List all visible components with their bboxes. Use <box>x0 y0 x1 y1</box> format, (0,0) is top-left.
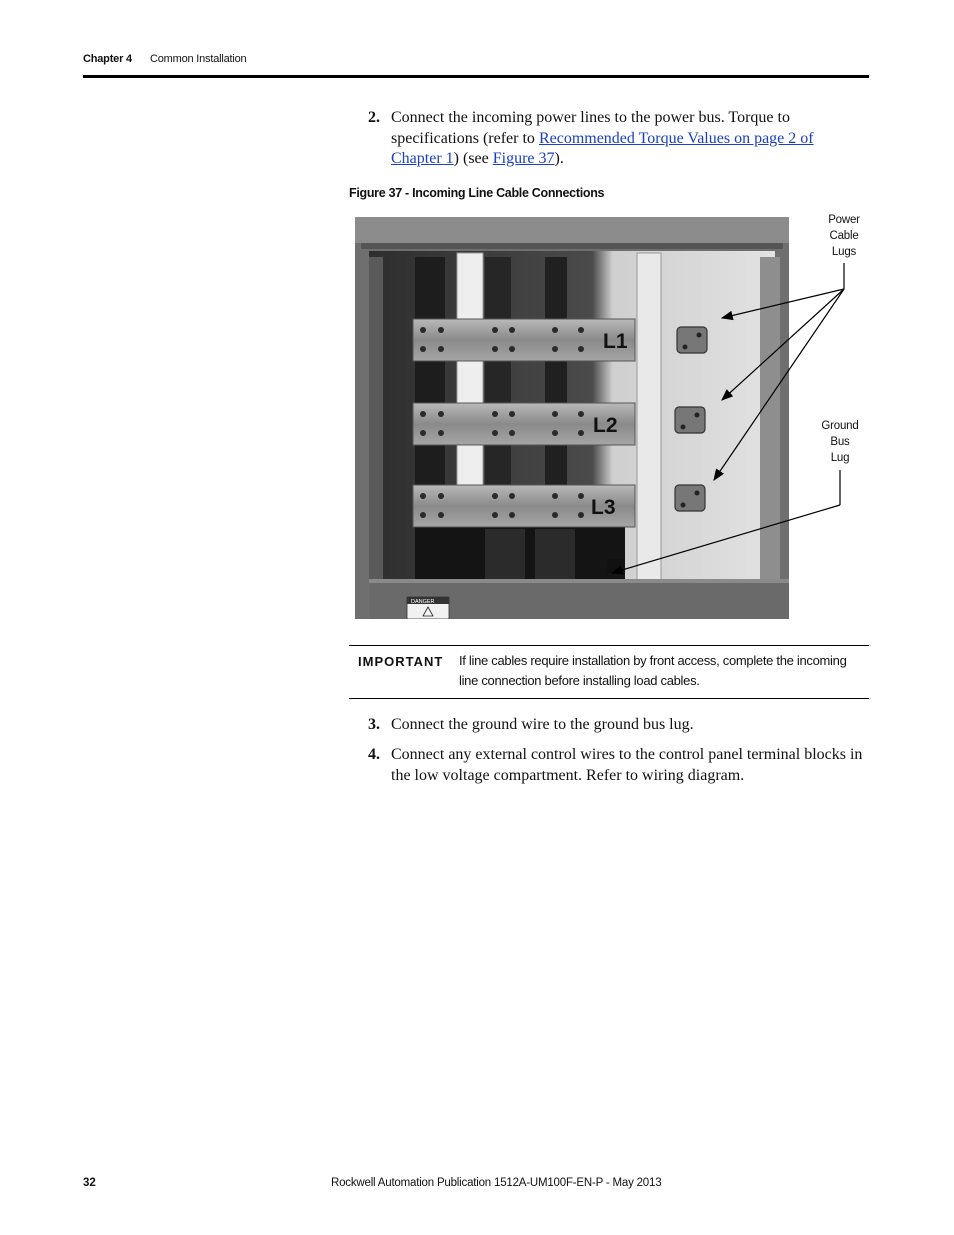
step-number: 3. <box>368 716 380 733</box>
step-text-part: ) (see <box>453 150 493 167</box>
chapter-label: Chapter 4 <box>83 53 132 65</box>
step-3 <box>368 715 868 736</box>
chapter-title: Common Installation <box>150 53 247 65</box>
bus-label-l1: L1 <box>603 330 628 353</box>
important-label: IMPORTANT <box>358 654 444 669</box>
ground-bus-lug-callout <box>818 419 862 466</box>
power-cable-lugs-callout <box>826 213 862 260</box>
step-text: Connect the ground wire to the ground bus lug. <box>391 716 694 733</box>
publication-info: Rockwell Automation Publication 1512A-UM100F-EN-P - May 2013 <box>331 1177 662 1189</box>
callout-line: Lugs <box>831 245 857 258</box>
step-number: 2. <box>368 109 380 126</box>
bus-label-l3: L3 <box>591 496 616 519</box>
step-4 <box>368 745 868 786</box>
important-note <box>349 645 869 699</box>
bus-label-l2: L2 <box>593 414 618 437</box>
danger-label: DANGER <box>411 599 435 605</box>
step-text-part: ). <box>554 150 564 167</box>
callout-line: Bus <box>830 435 850 448</box>
figure-37-link[interactable]: Figure 37 <box>492 150 555 167</box>
torque-values-link[interactable]: Recommended Torque Values on page 2 of Chapter 1 <box>391 129 814 167</box>
step-text: Connect any external control wires to the control panel terminal blocks in the low voltage compartment. Refer to wiring diagram. <box>391 746 863 784</box>
figure-caption: Figure 37 - Incoming Line Cable Connections <box>349 186 605 200</box>
step-text-part: Connect the incoming power lines to the power bus. Torque to specifications (refer to <box>391 109 790 147</box>
page-number: 32 <box>83 1177 96 1189</box>
callout-line: Lug <box>830 451 850 464</box>
step-number: 4. <box>368 746 380 763</box>
important-text: If line cables require installation by front access, complete the incoming line connection before installing load cables. <box>459 653 847 688</box>
callout-line: Power <box>828 214 860 226</box>
callout-line: Cable <box>829 229 859 242</box>
callout-line: Ground <box>821 420 859 432</box>
